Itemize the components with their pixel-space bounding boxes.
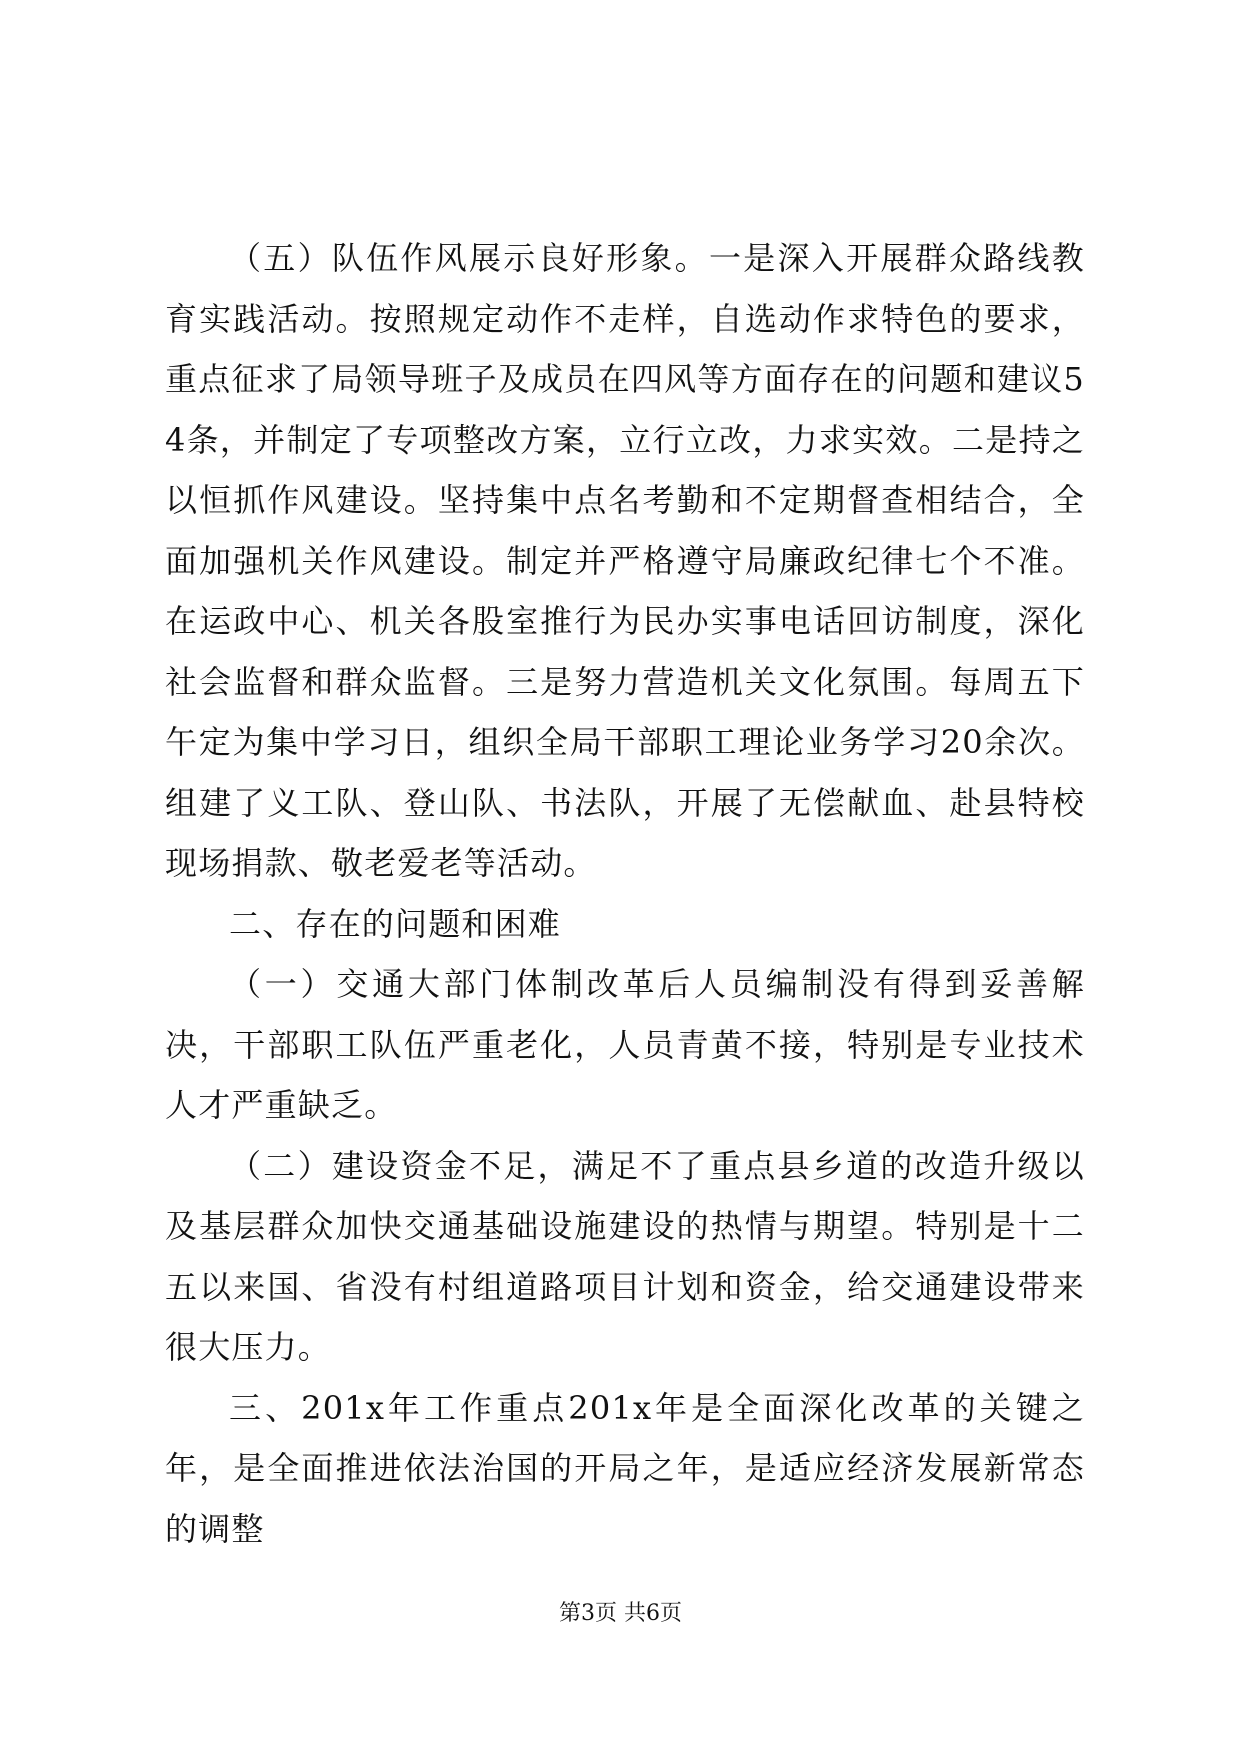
document-body (165, 228, 1085, 1559)
paragraph-problem-staffing: （一）交通大部门体制改革后人员编制没有得到妥善解决，干部职工队伍严重老化，人员青黄不接，特别是专业技术人才严重缺乏。 (165, 965, 1085, 1124)
paragraph-team-style: （五）队伍作风展示良好形象。一是深入开展群众路线教育实践活动。按照规定动作不走样，自选动作求特色的要求，重点征求了局领导班子及成员在四风等方面存在的问题和建议54条，并制定了专项整改方案，立行立改，力求实效。二是持之以恒抓作风建设。坚持集中点名考勤和不定期督查相结合，全面加强机关作风建设。制定并严格遵守局廉政纪律七个不准。在运政中心、机关各股室推行为民办实事电话回访制度，深化社会监督和群众监督。三是努力营造机关文化氛围。每周五下午定为集中学习日，组织全局干部职工理论业务学习20余次。组建了义工队、登山队、书法队，开展了无偿献血、赴县特校现场捐款、敬老爱老等活动。 (165, 239, 1085, 882)
page-number-footer: 第3页 共6页 (559, 1601, 682, 1626)
paragraph-work-priorities: 三、201x年工作重点201x年是全面深化改革的关键之年，是全面推进依法治国的开局之年，是适应经济发展新常态的调整 (165, 1388, 1085, 1548)
section-heading-problems: 二、存在的问题和困难 (229, 904, 562, 943)
paragraph-problem-funding: （二）建设资金不足，满足不了重点县乡道的改造升级以及基层群众加快交通基础设施建设的热情与期望。特别是十二五以来国、省没有村组道路项目计划和资金，给交通建设带来很大压力。 (165, 1146, 1085, 1366)
